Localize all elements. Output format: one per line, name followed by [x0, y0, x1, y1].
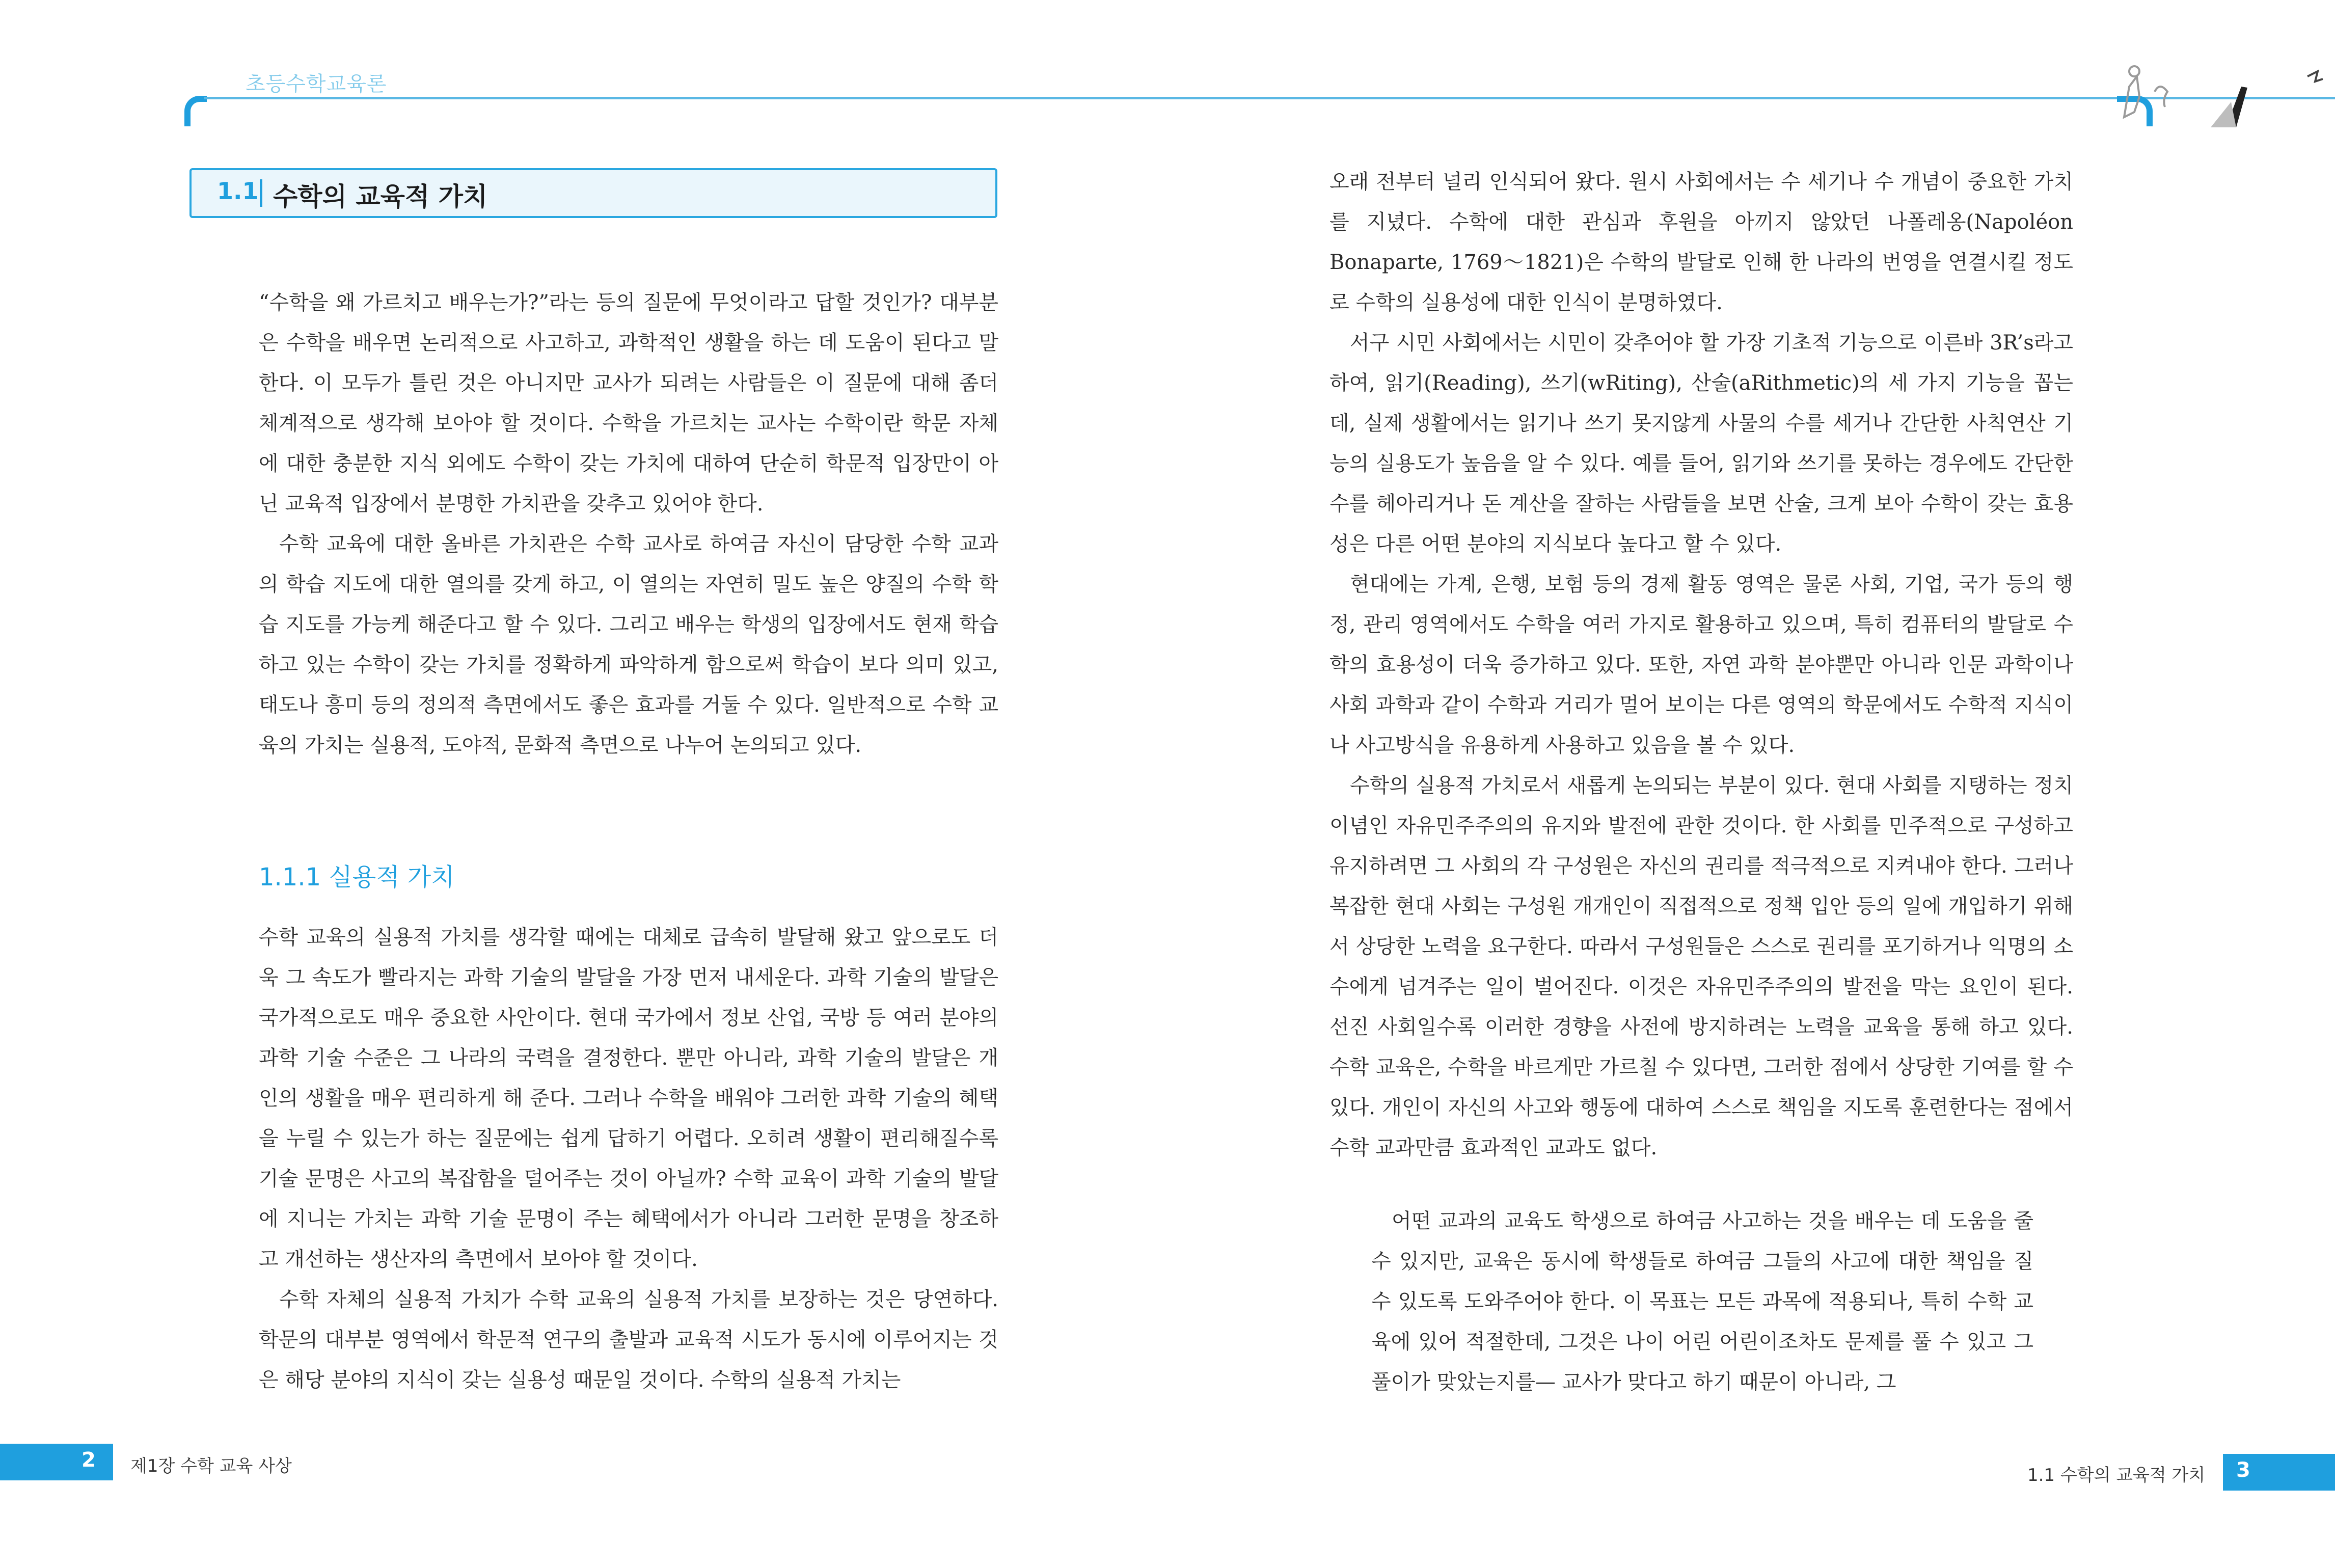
subsection-title: 1.1.1 실용적 가치 [259, 863, 455, 891]
left-body-top [259, 283, 998, 766]
paragraph: 수학 교육의 실용적 가치를 생각할 때에는 대체로 급속히 발달해 왔고 앞으로도 더욱 그 속도가 빨라지는 과학 기술의 발달을 가장 먼저 내세운다. 과학 기술의 발달은 국가적으로도 매우 중요한 사안이다. 현대 국가에서 정보 산업, 국방 등 여러 분야의 과학 기술 수준은 그 나라의 국력을 결정한다. 뿐만 아니라, 과학 기술의 발달은 개인의 생활을 매우 편리하게 해 준다. 그러나 수학을 배워야 그러한 과학 기술의 혜택을 누릴 수 있는가 하는 질문에는 쉽게 답하기 어렵다. 오히려 생활이 편리해질수록 기술 문명은 사고의 복잡함을 덜어주는 것이 아닐까? 수학 교육이 과학 기술의 발달에 지니는 가치는 과학 기술 문명이 주는 혜택에서가 아니라 그러한 문명을 창조하고 개선하는 생산자의 측면에서 보아야 할 것이다. [259, 926, 998, 1271]
running-header-title: 초등수학교육론 [246, 72, 387, 96]
header-rule-left [204, 97, 1161, 99]
paragraph: 오래 전부터 널리 인식되어 왔다. 원시 사회에서는 수 세기나 수 개념이 중요한 가치를 지녔다. 수학에 대한 관심과 후원을 아끼지 않았던 나폴레옹(Napoléon Bonaparte, 1769～1821)은 수학의 발달로 인해 한 나라의 번영을 연결시킬 정도로 수학의 실용성에 대한 인식이 분명하였다. [1329, 170, 2073, 314]
section-title: 수학의 교육적 가치 [273, 182, 488, 211]
quote-text: 어떤 교과의 교육도 학생으로 하여금 사고하는 것을 배우는 데 도움을 줄 수 있지만, 교육은 동시에 학생들로 하여금 그들의 사고에 대한 책임을 질 수 있도록 도와주어야 한다. 이 목표는 모든 과목에 적용되나, 특히 수학 교육에 있어 적절한데, 그것은 나이 어린 어린이조차도 문제를 풀 수 있고 그 풀이가 맞았는지를— 교사가 맞다고 하기 때문이 아니라, 그 [1371, 1209, 2033, 1394]
paragraph: 수학의 실용적 가치로서 새롭게 논의되는 부분이 있다. 현대 사회를 지탱하는 정치 이념인 자유민주주의의 유지와 발전에 관한 것이다. 한 사회를 민주적으로 구성하고 유지하려면 그 사회의 각 구성원은 자신의 권리를 적극적으로 지켜내야 한다. 그러나 복잡한 현대 사회는 구성원 개개인이 직접적으로 정책 입안 등의 일에 개입하기 위해서 상당한 노력을 요구한다. 따라서 구성원들은 스스로 권리를 포기하거나 익명의 소수에게 넘겨주는 일이 벌어진다. 이것은 자유민주주의의 발전을 막는 요인이 된다. 선진 사회일수록 이러한 경향을 사전에 방지하려는 노력을 교육을 통해 하고 있다. 수학 교육은, 수학을 바르게만 가르칠 수 있다면, 그러한 점에서 상당한 기여를 할 수 있다. 개인이 자신의 사고와 행동에 대하여 스스로 책임을 지도록 훈련한다는 점에서 수학 교과만큼 효과적인 교과도 없다. [1329, 774, 2073, 1159]
left-page-number: 2 [82, 1448, 96, 1472]
right-footer-section: 1.1 수학의 교육적 가치 [2027, 1465, 2206, 1485]
paragraph: 수학 자체의 실용적 가치가 수학 교육의 실용적 가치를 보장하는 것은 당연하다. 학문의 대부분 영역에서 학문적 연구의 출발과 교육적 시도가 동시에 이루어지는 것은 해당 분야의 지식이 갖는 실용성 때문일 것이다. 수학의 실용적 가치는 [259, 1288, 998, 1392]
corner-doodle-icon [2114, 56, 2335, 132]
left-footer-chapter: 제1장 수학 교육 사상 [130, 1456, 292, 1476]
paragraph: 수학 교육에 대한 올바른 가치관은 수학 교사로 하여금 자신이 담당한 수학 교과의 학습 지도에 대한 열의를 갖게 하고, 이 열의는 자연히 밀도 높은 양질의 수학 학습 지도를 가능케 해준다고 할 수 있다. 그리고 배우는 학생의 입장에서도 현재 학습하고 있는 수학이 갖는 가치를 정확하게 파악하게 함으로써 학습이 보다 의미 있고, 태도나 흥미 등의 정의적 측면에서도 좋은 효과를 거둘 수 있다. 일반적으로 수학 교육의 가치는 실용적, 도야적, 문화적 측면으로 나누어 논의되고 있다. [259, 532, 998, 757]
right-page-number: 3 [2236, 1458, 2250, 1482]
right-body [1329, 162, 2073, 1168]
paragraph: 서구 시민 사회에서는 시민이 갖추어야 할 가장 기초적 기능으로 이른바 3R’s라고 하여, 읽기(Reading), 쓰기(wRiting), 산술(aRithmetic)의 세 가지 기능을 꼽는데, 실제 생활에서는 읽기나 쓰기 못지않게 사물의 수를 세거나 간단한 사칙연산 기능의 실용도가 높음을 알 수 있다. 예를 들어, 읽기와 쓰기를 못하는 경우에도 간단한 수를 헤아리거나 돈 계산을 잘하는 사람들을 보면 산술, 크게 보아 수학이 갖는 효용성은 다른 어떤 분야의 지식보다 높다고 할 수 있다. [1329, 331, 2073, 556]
paragraph: “수학을 왜 가르치고 배우는가?”라는 등의 질문에 무엇이라고 답할 것인가? 대부분은 수학을 배우면 논리적으로 사고하고, 과학적인 생활을 하는 데 도움이 된다고 말한다. 이 모두가 틀린 것은 아니지만 교사가 되려는 사람들은 이 질문에 대해 좀더 체계적으로 생각해 보아야 할 것이다. 수학을 가르치는 교사는 수학이란 학문 자체에 대한 충분한 지식 외에도 수학이 갖는 가치에 대하여 단순히 학문적 입장만이 아닌 교육적 입장에서 분명한 가치관을 갖추고 있어야 한다. [259, 291, 998, 516]
header-left-hook [184, 96, 207, 126]
block-quote [1371, 1201, 2033, 1402]
paragraph: 현대에는 가계, 은행, 보험 등의 경제 활동 영역은 물론 사회, 기업, 국가 등의 행정, 관리 영역에서도 수학을 여러 가지로 활용하고 있으며, 특히 컴퓨터의 발달로 수학의 효용성이 더욱 증가하고 있다. 또한, 자연 과학 분야뿐만 아니라 인문 과학이나 사회 과학과 같이 수학과 거리가 멀어 보이는 다른 영역의 학문에서도 수학적 지식이나 사고방식을 유용하게 사용하고 있음을 볼 수 있다. [1329, 573, 2073, 757]
section-number: 1.1 [217, 177, 259, 205]
left-body-bottom [259, 917, 998, 1400]
section-divider [260, 179, 262, 207]
left-page-number-tab [0, 1444, 113, 1480]
